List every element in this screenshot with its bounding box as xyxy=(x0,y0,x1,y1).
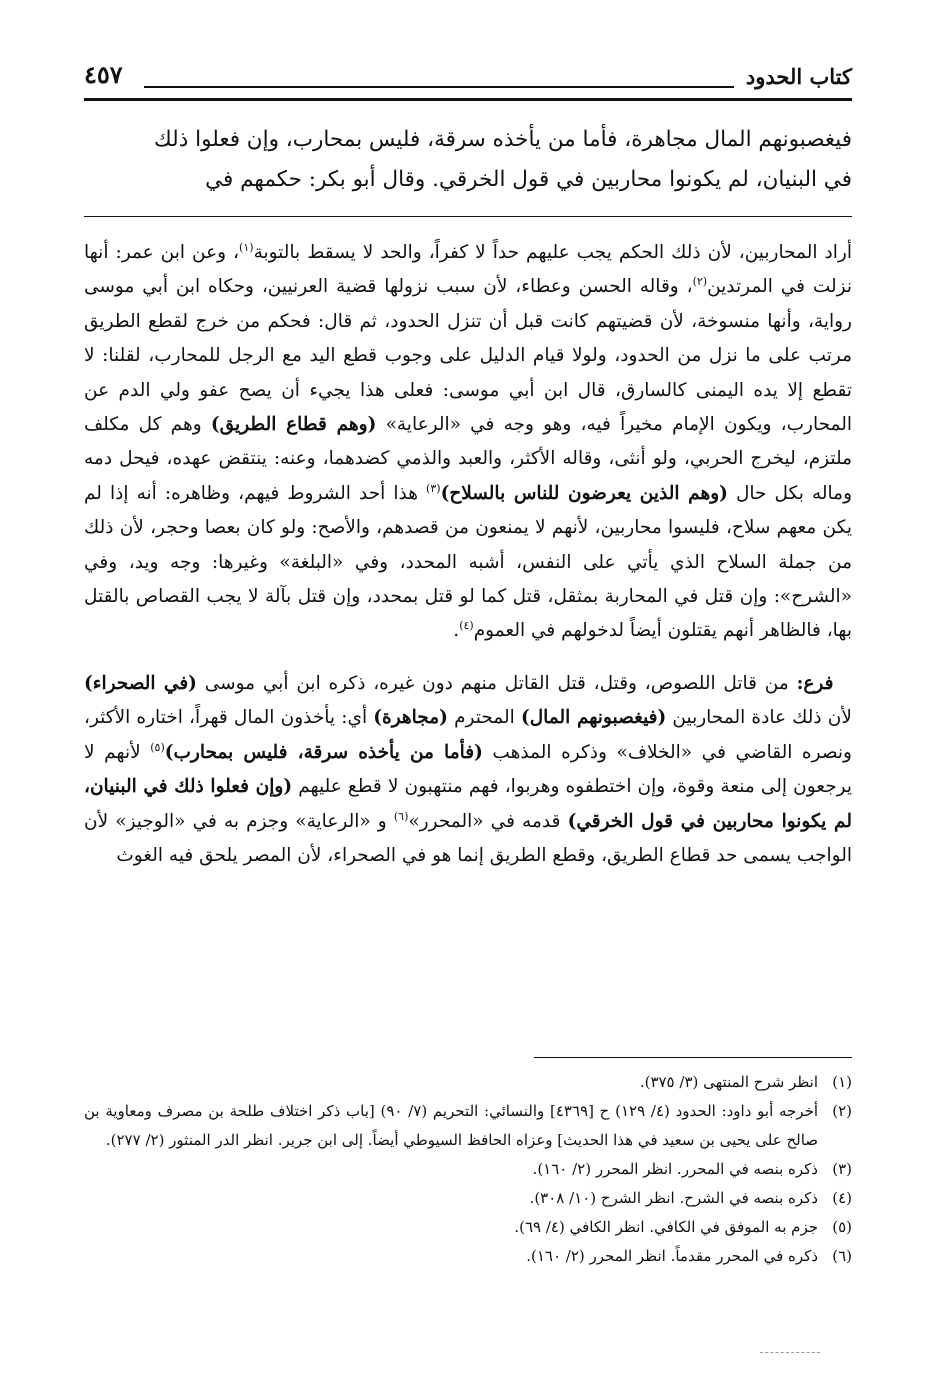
footnote-number: (٤) xyxy=(832,1189,852,1207)
footnote-text: ذكره في المحرر مقدماً. انظر المحرر (٢/ ١٦٠). xyxy=(526,1247,818,1265)
far-label: فرع: xyxy=(796,672,834,694)
header-rule xyxy=(144,86,734,88)
sharh-paragraph xyxy=(84,667,852,873)
footnote-ref[interactable]: (٢) xyxy=(692,275,708,289)
text-run: من قاتل اللصوص، وقتل، قتل القاتل منهم دون غيره، ذكره ابن أبي موسى xyxy=(204,672,789,694)
text-run: . xyxy=(453,620,460,642)
footnote-separator xyxy=(534,1057,852,1058)
footnote-number: (٦) xyxy=(832,1247,852,1265)
text-run: ، وعن ابن عمر: أنها نزلت في المرتدين xyxy=(84,242,852,298)
footnote-text: انظر شرح المنتهى (٣/ ٣٧٥). xyxy=(639,1073,818,1091)
footnote-item xyxy=(84,1213,852,1242)
quoted-matn: (في الصحراء) xyxy=(84,672,197,694)
footnote-text: جزم به الموفق في الكافي. انظر الكافي (٤/ ٦٩). xyxy=(514,1218,818,1236)
text-run: هذا أحد الشروط فيهم، وظاهره: أنه إذا لم يكن معهم سلاح، فليسوا محاربين، لأنهم لا يمنعون من قصدهم، والأصح: ولو كان بعصا وحجر، لأن ذلك من جملة السلاح الذي يأتي على النفس، أشبه المحدد، وفي «البلغة» وغيرها: وجه ويد، وفي «الشرح»: وإن قتل في المحاربة بمثقل، قتل كما لو قتل بمحدد، وإن قتل بآلة لا يجب القصاص بالقتل بها، فالظاهر أنهم يقتلون أيضاً لدخولهم في العموم xyxy=(84,482,852,642)
text-run: وهم كل مكلف ملتزم، ليخرج الحربي، ولو أنثى، وقاله الأكثر، والعبد والذمي كضدهما، وعنه: ينتقض عهده، فيحل دمه وماله بكل حال xyxy=(84,414,853,504)
footnote-item xyxy=(84,1068,852,1097)
quoted-matn: (فيغصبونهم المال) xyxy=(520,707,667,729)
footnote-number: (٣) xyxy=(832,1160,852,1178)
page-header xyxy=(84,58,852,98)
text-run: أي: يأخذون المال قهراً، اختاره الأكثر، ونصره القاضي في «الخلاف» وذكره المذهب xyxy=(84,707,852,763)
header-underline xyxy=(84,98,852,101)
quoted-matn: (وهم الذين يعرضون للناس بالسلاح) xyxy=(440,482,728,504)
quoted-matn: (مجاهرة) xyxy=(373,707,448,729)
footnote-ref[interactable]: (٤) xyxy=(459,619,474,633)
text-run: قدمه في «المحرر» xyxy=(408,810,561,832)
sharh-paragraph xyxy=(84,236,852,649)
matn-sharh-separator xyxy=(84,216,852,217)
page-number: ٤٥٧ xyxy=(84,60,123,89)
text-run: المحترم xyxy=(454,707,515,729)
matn-line: في البنيان، لم يكونوا محاربين في قول الخرقي. وقال أبو بكر: حكمهم في xyxy=(205,167,852,192)
sharh-text xyxy=(84,236,852,873)
text-run: لأنهم لا يرجعون إلى منعة وقوة، وإن اختطفوه وهربوا، فهم منتهبون لا قطع عليهم xyxy=(84,741,853,798)
footnote-text: أخرجه أبو داود: الحدود (٤/ ١٢٩) ح [٤٣٦٩] والنسائي: التحريم (٧/ ٩٠) [باب ذكر اختلاف طلحة بن مصرف ومعاوية بن صالح على يحيى بن سعيد في هذا الحديث] وعزاه الحافظ السيوطي أيضاً. إلى ابن جرير. انظر الدر المنثور (٢/ ٢٧٧). xyxy=(84,1102,819,1149)
footnote-number: (١) xyxy=(832,1073,852,1091)
text-run: ، وقاله الحسن وعطاء، لأن سبب نزولها قضية العرنيين، وحكاه ابن أبي موسى رواية، وأنها منسوخة، لأن قضيتهم كانت قبل أن تنزل الحدود، ثم قال: فحكم من خرج لقطع الطريق مرتب على ما نزل من الحدود، ولولا قيام الدليل على وجوب قطع اليد مع الرجل للمحارب، لقلنا: لا تقطع إلا يده اليمنى كالسارق، قال ابن أبي موسى: فعلى هذا يجيء أن يصح عفو ولي الدم عن المحارب، ويكون الإمام مخيراً فيه، وهو وجه في «الرعاية» xyxy=(84,276,852,436)
matn-line: فيغصبونهم المال مجاهرة، فأما من يأخذه سرقة، فليس بمحارب، وإن فعلوا ذلك xyxy=(154,127,852,152)
footnote-ref[interactable]: (٥) xyxy=(150,740,165,754)
footnotes xyxy=(84,1068,852,1271)
footnote-item xyxy=(84,1242,852,1271)
quoted-matn: (فأما من يأخذه سرقة، فليس بمحارب) xyxy=(164,741,483,763)
text-run: أراد المحاربين، لأن ذلك الحكم يجب عليهم حداً لا كفراً، والحد لا يسقط بالتوبة xyxy=(253,242,852,263)
quoted-matn: (وإن فعلوا ذلك في البنيان، لم يكونوا محاربين في قول الخرقي) xyxy=(84,776,852,832)
footnote-ref[interactable]: (٦) xyxy=(393,809,409,823)
running-title: كتاب الحدود xyxy=(745,64,852,89)
footnote-text: ذكره بنصه في المحرر. انظر المحرر (٢/ ١٦٠). xyxy=(532,1160,818,1178)
footnote-number: (٥) xyxy=(832,1218,852,1236)
footnote-ref[interactable]: (١) xyxy=(239,240,254,254)
footnote-item xyxy=(84,1184,852,1213)
footnote-item xyxy=(84,1097,852,1155)
footnote-text: ذكره بنصه في الشرح. انظر الشرح (١٠/ ٣٠٨). xyxy=(529,1189,818,1207)
matn-text xyxy=(84,120,852,200)
text-run: و «الرعاية» وجزم به في «الوجيز» لأن الواجب يسمى حد قطاع الطريق، وقطع الطريق إنما هو في الصحراء، لأن المصر يلحق فيه الغوث xyxy=(84,810,852,866)
footnote-number: (٢) xyxy=(832,1102,852,1120)
text-run: لأن ذلك عادة المحاربين xyxy=(672,707,852,729)
footnote-ref[interactable]: (٣) xyxy=(426,481,441,495)
quoted-matn: (وهم قطاع الطريق) xyxy=(210,414,377,436)
scan-mark xyxy=(760,1352,820,1353)
footnote-item xyxy=(84,1155,852,1184)
